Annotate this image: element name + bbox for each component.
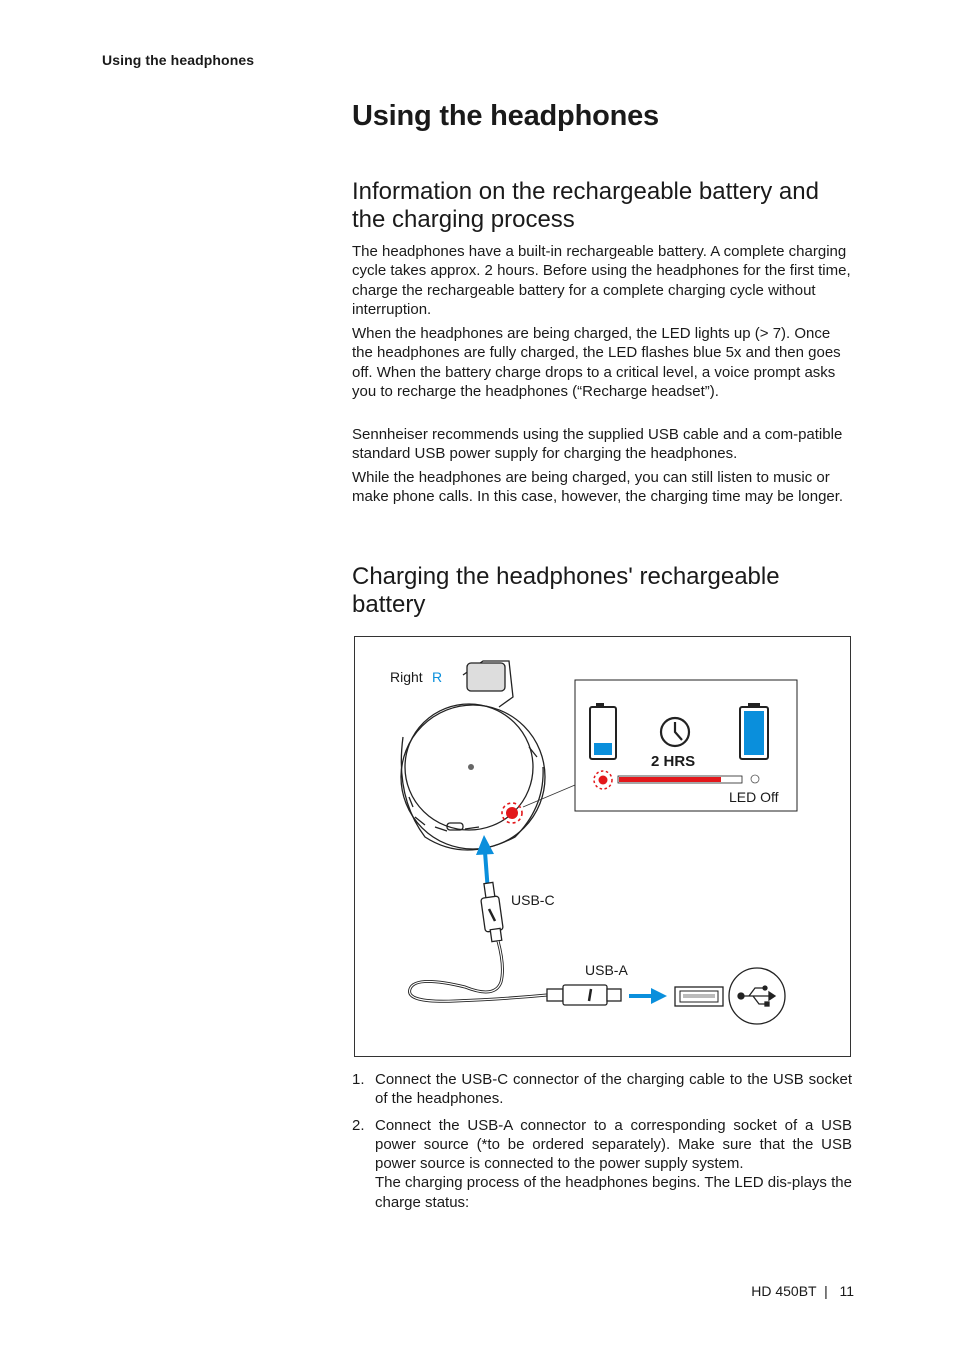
usb-cable <box>410 941 547 1001</box>
usb-c-connector-icon <box>481 882 504 941</box>
led-off-icon <box>751 775 759 783</box>
section-heading-charging: Charging the headphones' rechargeable battery <box>352 563 780 618</box>
charge-time: 2 HRS <box>651 753 696 770</box>
section-heading-battery-info: Information on the rechargeable battery and the charging process <box>352 178 819 233</box>
side-letter: R <box>432 669 443 685</box>
instruction-steps <box>352 1070 852 1219</box>
battery-low-icon <box>590 703 616 759</box>
charging-illustration <box>354 636 851 1057</box>
usb-a-connector-icon <box>547 985 621 1005</box>
paragraph-use-while-charging: While the headphones are being charged, you can still listen to music or make phone calls. In this case, however, the charging time may be longer. <box>352 469 844 506</box>
led-indicator-icon <box>502 803 522 823</box>
running-header: Using the headphones <box>102 52 255 68</box>
page-footer <box>751 1283 854 1299</box>
footer-model: HD 450BT <box>751 1283 817 1299</box>
step-text: Connect the USB-A connector to a corresponding socket of a USB power source (*to be ordered separately). Make sure that the USB power source is connected to the power supply system. <box>375 1116 852 1173</box>
usb-socket-icon <box>675 987 723 1006</box>
page-title: Using the headphones <box>352 100 659 132</box>
headphone-earcup-icon <box>401 661 545 850</box>
footer-separator: | <box>820 1283 836 1299</box>
step-text: Connect the USB-C connector of the charging cable to the USB socket of the headphones. <box>375 1071 852 1108</box>
step-number: 1. <box>352 1071 365 1088</box>
step-item <box>352 1116 852 1212</box>
step-result: The charging process of the headphones begins. The LED dis-plays the charge status: <box>375 1174 852 1211</box>
usb-a-label: USB-A <box>585 962 628 978</box>
usb-power-icon <box>729 968 785 1024</box>
arrow-right-icon <box>629 988 667 1004</box>
callout-line <box>523 785 575 807</box>
battery-full-icon <box>740 703 768 759</box>
paragraph-led: When the headphones are being charged, the LED lights up (> 7). Once the headphones are fully charged, the LED flashes blue 5x and then goes off. When the battery charge drops to a critical level, a voice prompt asks you to recharge the headphones (“Recharge headset”). <box>352 325 841 400</box>
paragraph-battery: The headphones have a built-in rechargeable battery. A complete charging cycle takes approx. 2 hours. Before using the headphones for the first time, charge the rechargeable battery for a complete charging cycle without interruption. <box>352 243 851 318</box>
page-number: 11 <box>839 1283 854 1299</box>
side-label: Right <box>390 669 423 685</box>
led-off-label: LED Off <box>729 789 779 805</box>
step-item <box>352 1070 852 1109</box>
paragraph-recommendation: Sennheiser recommends using the supplied USB cable and a com-patible standard USB power supply for charging the headphones. <box>352 426 843 463</box>
charge-progress-fill <box>619 777 721 782</box>
usb-c-label: USB-C <box>511 892 555 908</box>
step-number: 2. <box>352 1116 365 1134</box>
